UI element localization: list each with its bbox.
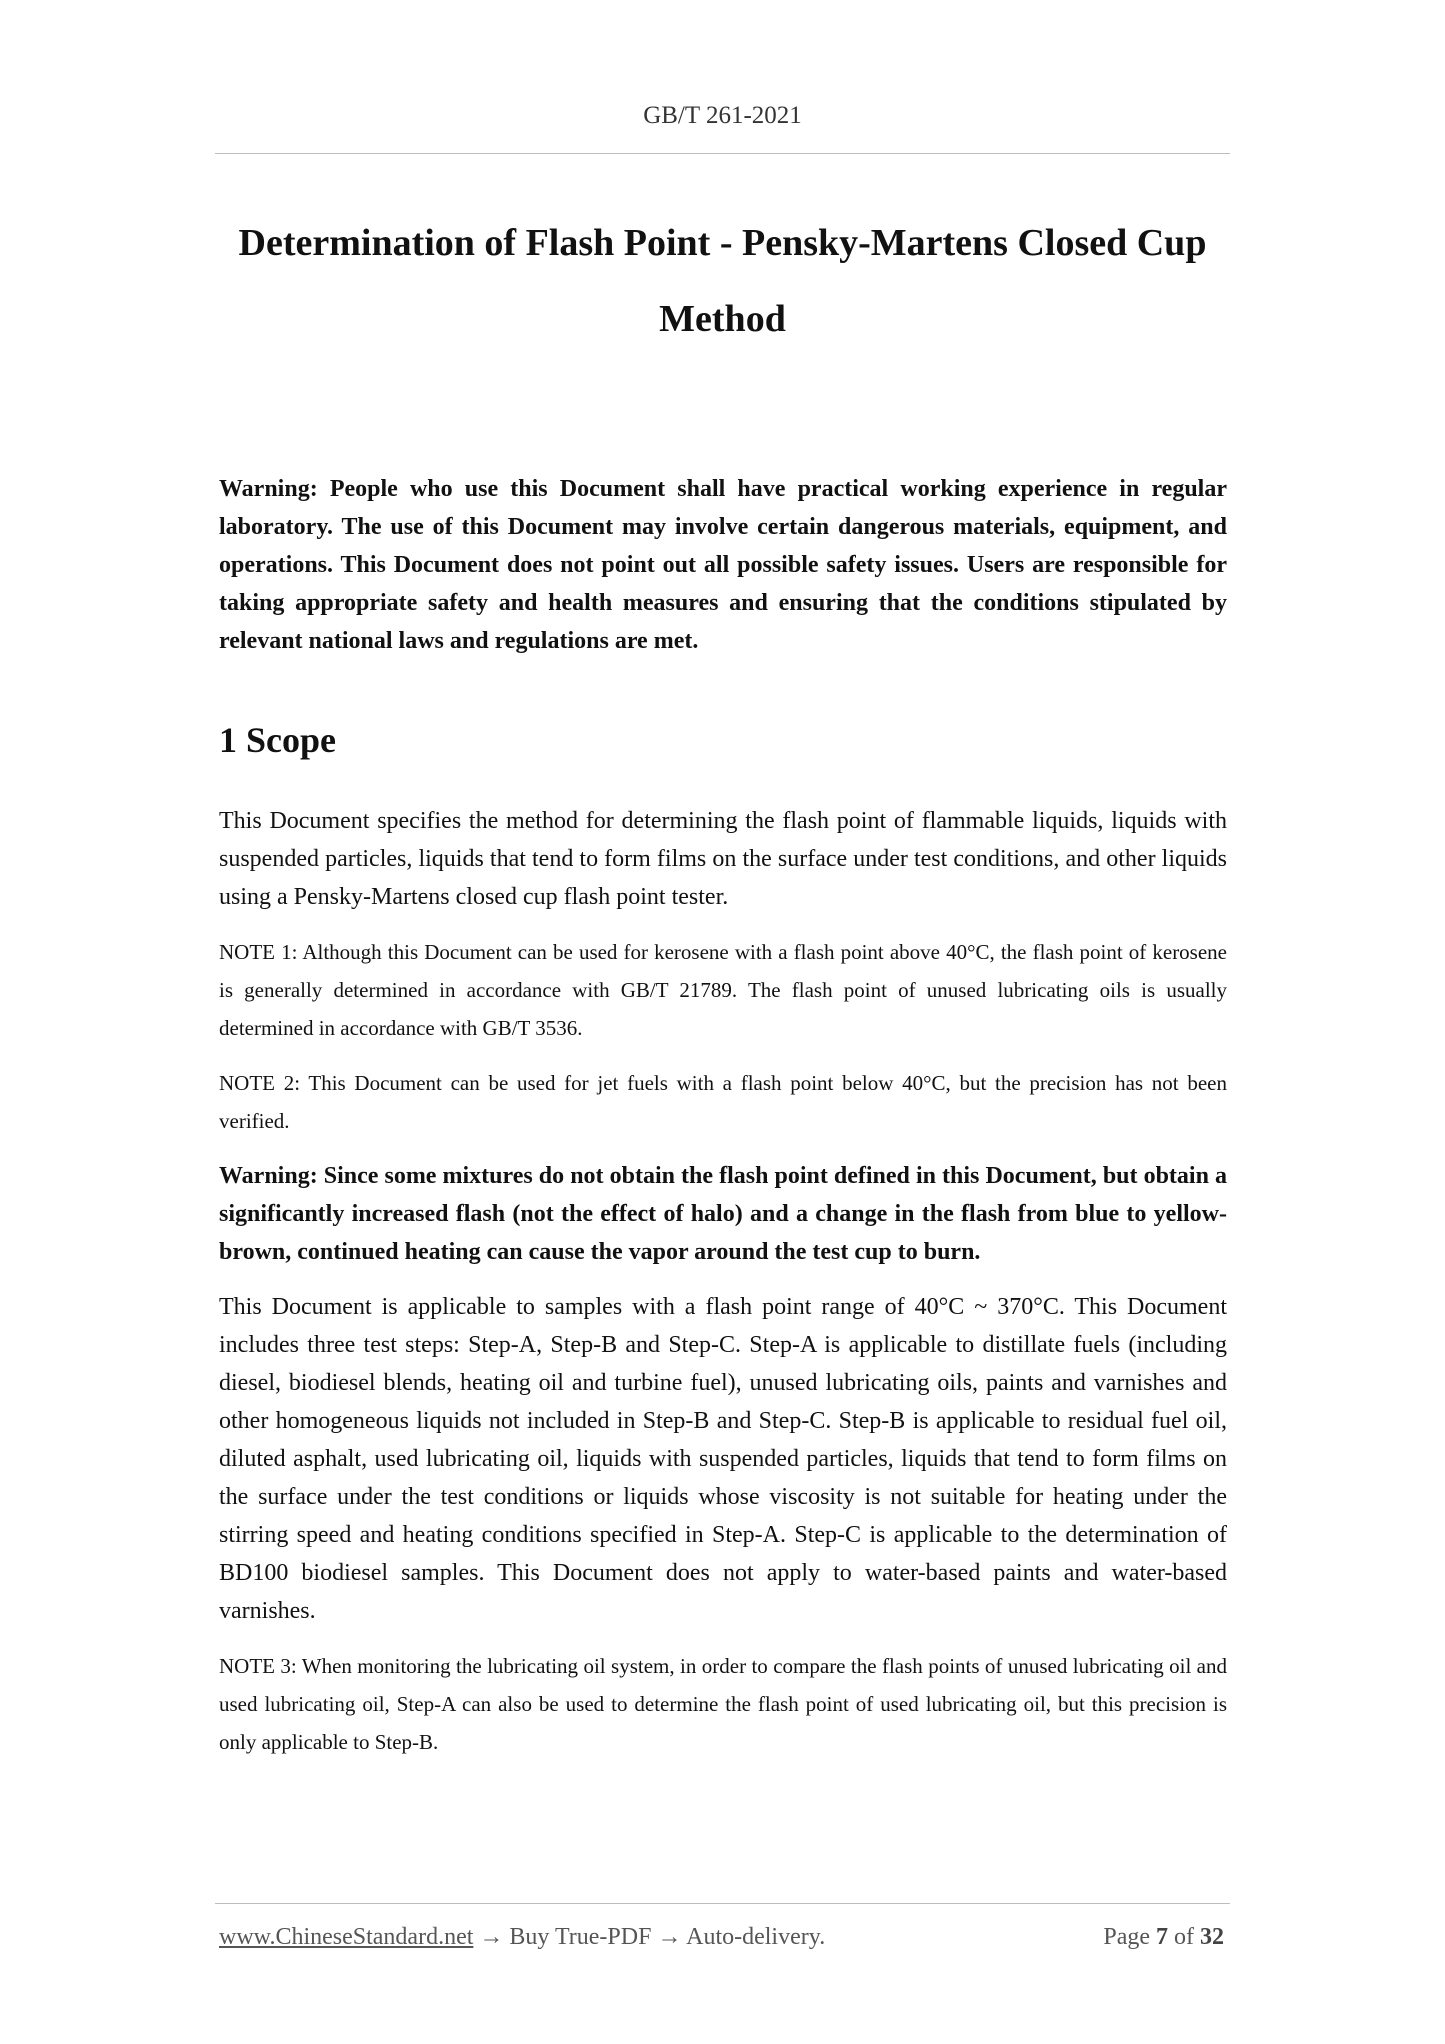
title-line-1: Determination of Flash Point - Pensky-Martens Closed Cup — [238, 222, 1207, 264]
promo-text: → Buy True-PDF → Auto-delivery. — [473, 1924, 826, 1950]
standard-code: GB/T 261-2021 — [643, 102, 802, 129]
page-header — [215, 102, 1230, 130]
title-line-2: Method — [659, 298, 786, 340]
page-total: 32 — [1200, 1924, 1224, 1950]
note-2: NOTE 2: This Document can be used for jet fuels with a flash point below 40°C, but the precision has not been verified. — [219, 1071, 1227, 1133]
document-title — [215, 205, 1230, 357]
flash-warning: Warning: Since some mixtures do not obtain the flash point defined in this Document, but obtain a significantly increased flash (not the effect of halo) and a change in the flash from blue to yellow-brown, continued heating can cause the vapor around the test cup to burn. — [219, 1163, 1227, 1265]
header-divider — [215, 153, 1230, 154]
footer-divider — [215, 1903, 1230, 1904]
document-body — [219, 470, 1227, 1761]
page-of: of — [1174, 1924, 1194, 1950]
scope-paragraph-1: This Document specifies the method for determining the flash point of flammable liquids, liquids with suspended particles, liquids that tend to form films on the surface under test conditions, and other liquids using a Pensky-Martens closed cup flash point tester. — [219, 808, 1227, 910]
safety-warning: Warning: People who use this Document shall have practical working experience in regular laboratory. The use of this Document may involve certain dangerous materials, equipment, and operations. This Document does not point out all possible safety issues. Users are responsible for taking appropriate safety and health measures and ensuring that the conditions stipulated by relevant national laws and regulations are met. — [219, 476, 1227, 654]
page-indicator — [1103, 1924, 1224, 1951]
note-3: NOTE 3: When monitoring the lubricating oil system, in order to compare the flash points of unused lubricating oil and used lubricating oil, Step-A can also be used to determine the flash point of used lubricating oil, but this precision is only applicable to Step-B. — [219, 1654, 1227, 1754]
page-label: Page — [1103, 1924, 1150, 1950]
scope-paragraph-2: This Document is applicable to samples with a flash point range of 40°C ~ 370°C. This Document includes three test steps: Step-A, Step-B and Step-C. Step-A is applicable to distillate fuels (including diesel, biodiesel blends, heating oil and turbine fuel), unused lubricating oils, paints and varnishes and other homogeneous liquids not included in Step-B and Step-C. Step-B is applicable to residual fuel oil, diluted asphalt, used lubricating oil, liquids with suspended particles, liquids that tend to form films on the surface under the test conditions or liquids whose viscosity is not suitable for heating under the stirring speed and heating conditions specified in Step-A. Step-C is applicable to the determination of BD100 biodiesel samples. This Document does not apply to water-based paints and water-based varnishes. — [219, 1294, 1227, 1624]
section-heading-scope: 1 Scope — [219, 720, 336, 760]
page-current: 7 — [1156, 1924, 1168, 1950]
note-1: NOTE 1: Although this Document can be used for kerosene with a flash point above 40°C, the flash point of kerosene is generally determined in accordance with GB/T 21789. The flash point of unused lubricating oils is usually determined in accordance with GB/T 3536. — [219, 940, 1227, 1040]
footer-promo — [219, 1924, 825, 1951]
site-link[interactable]: www.ChineseStandard.net — [219, 1924, 474, 1950]
